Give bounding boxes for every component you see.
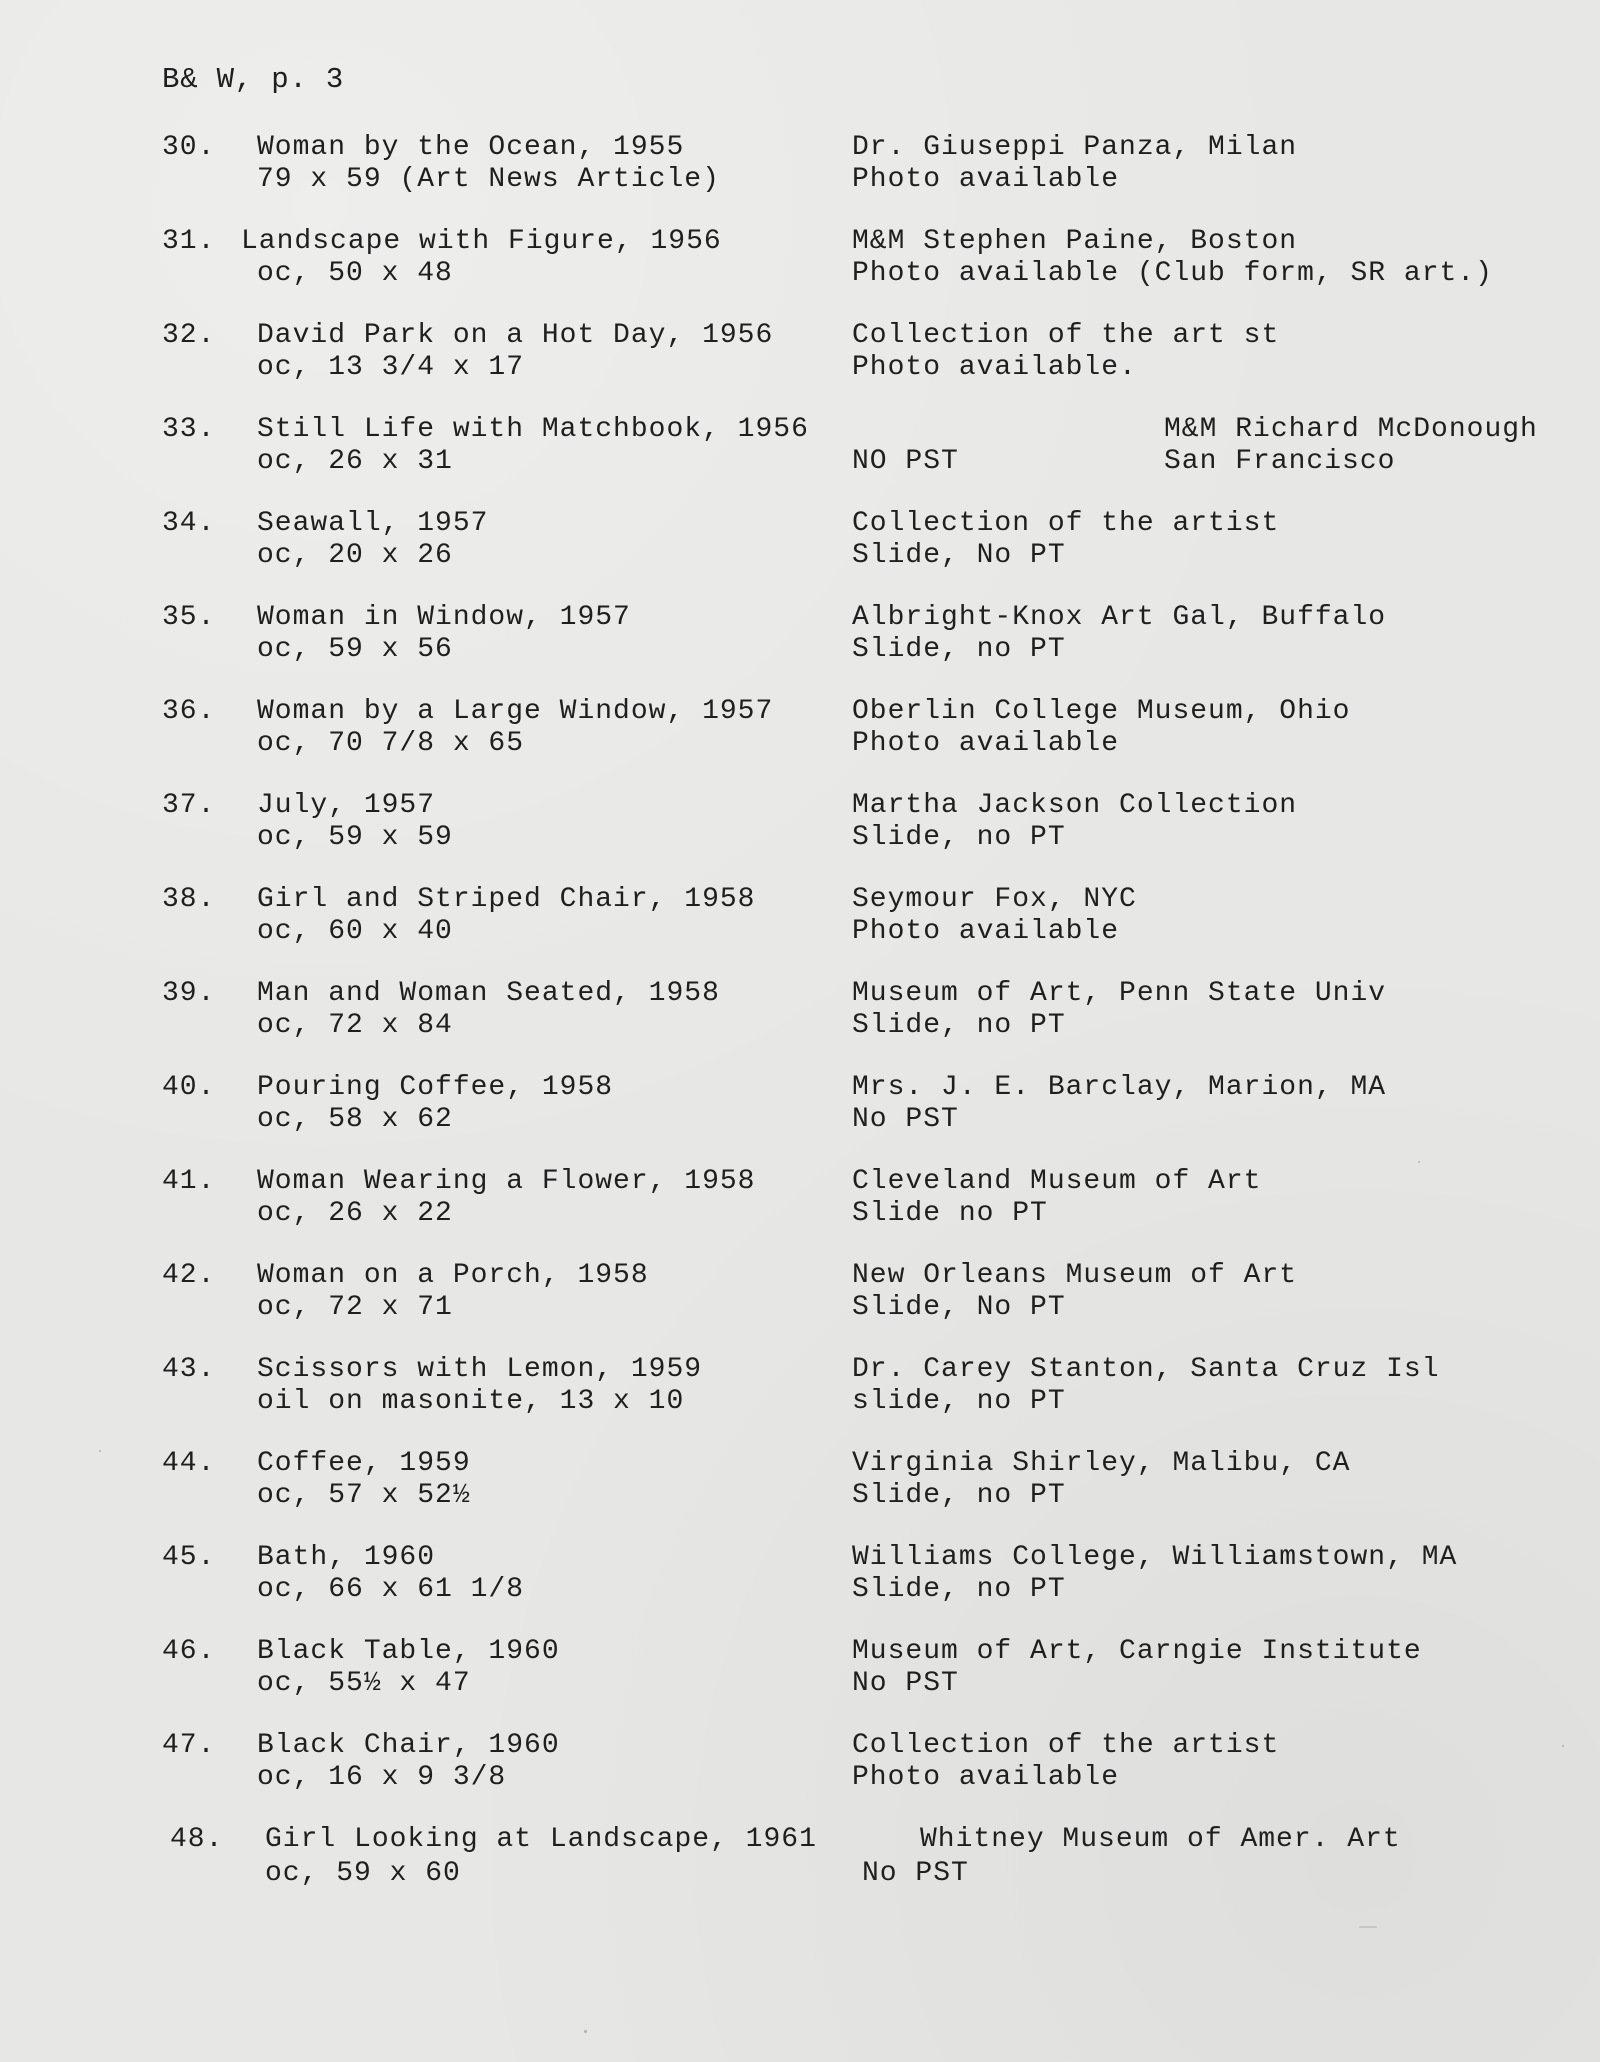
artwork-medium: oc, 13 3/4 x 17: [257, 352, 525, 383]
availability-note: Slide no PT: [852, 1198, 1048, 1229]
list-item: [0, 884, 1600, 954]
list-item: [0, 1260, 1600, 1330]
artwork-title: Woman on a Porch, 1958: [257, 1260, 649, 1291]
availability-note: Slide, No PT: [852, 540, 1066, 571]
artwork-title: Seawall, 1957: [257, 508, 489, 539]
entry-number: 38.: [162, 884, 216, 915]
availability-note: slide, no PT: [852, 1386, 1066, 1417]
collection-owner: Museum of Art, Penn State Univ: [852, 978, 1387, 1009]
paper-speck: [99, 1450, 101, 1452]
artwork-title: Landscape with Figure, 1956: [241, 226, 722, 257]
artwork-title: Coffee, 1959: [257, 1448, 471, 1479]
availability-note: Photo available (Club form, SR art.): [852, 258, 1493, 289]
availability-note: No PST: [862, 1858, 969, 1889]
collection-owner: Dr. Giuseppi Panza, Milan: [852, 132, 1298, 163]
collection-owner: Albright-Knox Art Gal, Buffalo: [852, 602, 1387, 633]
availability-note: Slide, no PT: [852, 1480, 1066, 1511]
list-item: [0, 1730, 1600, 1800]
entry-number: 34.: [162, 508, 216, 539]
collection-owner: Collection of the art st: [852, 320, 1280, 351]
artwork-title: Still Life with Matchbook, 1956: [257, 414, 809, 445]
entry-number: 39.: [162, 978, 216, 1009]
entry-number: 37.: [162, 790, 216, 821]
artwork-title: July, 1957: [257, 790, 436, 821]
list-item: [0, 414, 1600, 484]
collection-owner: Oberlin College Museum, Ohio: [852, 696, 1351, 727]
entry-number: 47.: [162, 1730, 216, 1761]
artwork-title: Girl and Striped Chair, 1958: [257, 884, 756, 915]
artwork-medium: oc, 72 x 84: [257, 1010, 453, 1041]
artwork-medium: oc, 70 7/8 x 65: [257, 728, 525, 759]
entry-number: 43.: [162, 1354, 216, 1385]
entry-number: 41.: [162, 1166, 216, 1197]
artwork-title: Woman by a Large Window, 1957: [257, 696, 774, 727]
availability-note: Photo available.: [852, 352, 1137, 383]
artwork-medium: oc, 57 x 52½: [257, 1480, 471, 1511]
list-item: [0, 1636, 1600, 1706]
paper-speck: [584, 2030, 587, 2033]
list-item: [0, 508, 1600, 578]
artwork-medium: oc, 59 x 60: [265, 1858, 461, 1889]
artwork-medium: oc, 55½ x 47: [257, 1668, 471, 1699]
list-item: [0, 1448, 1600, 1518]
artwork-medium: oc, 26 x 22: [257, 1198, 453, 1229]
list-item: [0, 1354, 1600, 1424]
list-item: [0, 790, 1600, 860]
entry-number: 36.: [162, 696, 216, 727]
entry-number: 40.: [162, 1072, 216, 1103]
availability-note: No PST: [852, 1104, 959, 1135]
artwork-medium: 79 x 59 (Art News Article): [257, 164, 720, 195]
artwork-medium: oc, 59 x 56: [257, 634, 453, 665]
artwork-medium: oc, 59 x 59: [257, 822, 453, 853]
page-header: B& W, p. 3: [162, 63, 345, 96]
entry-number: 31.: [162, 226, 216, 257]
availability-note: Slide, no PT: [852, 1010, 1066, 1041]
artwork-title: Woman by the Ocean, 1955: [257, 132, 685, 163]
artwork-title: Black Chair, 1960: [257, 1730, 560, 1761]
artwork-title: David Park on a Hot Day, 1956: [257, 320, 774, 351]
artwork-medium: oil on masonite, 13 x 10: [257, 1386, 685, 1417]
list-item: [0, 696, 1600, 766]
collection-owner: Mrs. J. E. Barclay, Marion, MA: [852, 1072, 1387, 1103]
availability-note: Slide, No PT: [852, 1292, 1066, 1323]
collection-owner: Collection of the artist: [852, 1730, 1280, 1761]
availability-note: Photo available: [852, 164, 1120, 195]
collection-owner: Virginia Shirley, Malibu, CA: [852, 1448, 1351, 1479]
list-item: [0, 132, 1600, 202]
collection-owner: Seymour Fox, NYC: [852, 884, 1137, 915]
artwork-title: Bath, 1960: [257, 1542, 436, 1573]
collection-owner: Cleveland Museum of Art: [852, 1166, 1262, 1197]
entry-number: 46.: [162, 1636, 216, 1667]
entry-number: 33.: [162, 414, 216, 445]
entry-number: 48.: [170, 1824, 224, 1855]
artwork-title: Scissors with Lemon, 1959: [257, 1354, 703, 1385]
artwork-medium: oc, 20 x 26: [257, 540, 453, 571]
entry-number: 30.: [162, 132, 216, 163]
availability-note: Photo available: [852, 916, 1120, 947]
availability-note: Slide, no PT: [852, 822, 1066, 853]
list-item: [0, 978, 1600, 1048]
list-item: [0, 226, 1600, 296]
collection-owner: Collection of the artist: [852, 508, 1280, 539]
artwork-title: Man and Woman Seated, 1958: [257, 978, 720, 1009]
artwork-title: Girl Looking at Landscape, 1961: [265, 1824, 817, 1855]
collection-owner: Whitney Museum of Amer. Art: [920, 1824, 1401, 1855]
collection-owner: New Orleans Museum of Art: [852, 1260, 1298, 1291]
artwork-medium: oc, 72 x 71: [257, 1292, 453, 1323]
collection-location: San Francisco: [1164, 446, 1396, 477]
collection-owner: Dr. Carey Stanton, Santa Cruz Isl: [852, 1354, 1440, 1385]
paper-speck: [1562, 1745, 1564, 1747]
list-item: [0, 1166, 1600, 1236]
artwork-title: Woman Wearing a Flower, 1958: [257, 1166, 756, 1197]
availability-note: No PST: [852, 1668, 959, 1699]
collection-owner: Martha Jackson Collection: [852, 790, 1298, 821]
artwork-medium: oc, 60 x 40: [257, 916, 453, 947]
artwork-medium: oc, 66 x 61 1/8: [257, 1574, 525, 1605]
entry-number: 35.: [162, 602, 216, 633]
availability-note: Slide, no PT: [852, 634, 1066, 665]
list-item: [0, 1542, 1600, 1612]
artwork-medium: oc, 16 x 9 3/8: [257, 1762, 507, 1793]
availability-note: Photo available: [852, 728, 1120, 759]
artwork-medium: oc, 26 x 31: [257, 446, 453, 477]
collection-owner: Museum of Art, Carngie Institute: [852, 1636, 1422, 1667]
entry-number: 44.: [162, 1448, 216, 1479]
artwork-title: Black Table, 1960: [257, 1636, 560, 1667]
availability-note: Slide, no PT: [852, 1574, 1066, 1605]
artwork-title: Woman in Window, 1957: [257, 602, 631, 633]
paper-mark: [1359, 1926, 1377, 1928]
artwork-title: Pouring Coffee, 1958: [257, 1072, 614, 1103]
collection-owner: Williams College, Williamstown, MA: [852, 1542, 1458, 1573]
artwork-medium: oc, 50 x 48: [257, 258, 453, 289]
list-item: [0, 602, 1600, 672]
collection-owner: M&M Richard McDonough: [1164, 414, 1538, 445]
paper-speck: [1418, 1161, 1420, 1163]
artwork-medium: oc, 58 x 62: [257, 1104, 453, 1135]
availability-note: Photo available: [852, 1762, 1120, 1793]
entry-number: 45.: [162, 1542, 216, 1573]
list-item: [0, 1072, 1600, 1142]
collection-owner: M&M Stephen Paine, Boston: [852, 226, 1298, 257]
entry-number: 42.: [162, 1260, 216, 1291]
list-item: [0, 1824, 1600, 1894]
availability-note: NO PST: [852, 446, 959, 477]
list-item: [0, 320, 1600, 390]
entry-number: 32.: [162, 320, 216, 351]
